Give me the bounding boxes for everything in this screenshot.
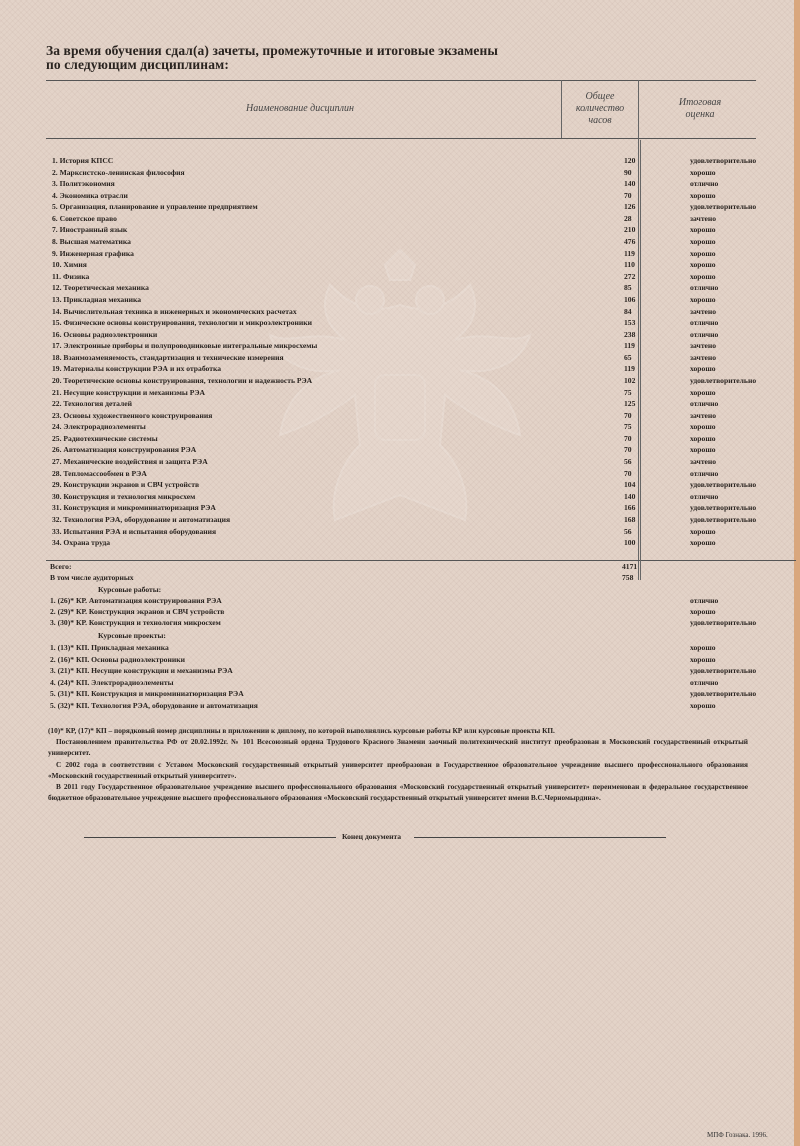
- table-row: 1. История КПСС 120 удовлетворительно: [52, 156, 757, 165]
- table-row: 12. Теоретическая механика 85 отлично: [52, 283, 719, 293]
- table-row: 27. Механические воздействия и защита РЭА 56 зачтено: [52, 457, 717, 467]
- table-row: 30. Конструкция и технология микросхем 140 отлично: [52, 491, 719, 501]
- list-item: 2. (16)* КП. Основы радиоэлектроники: [50, 655, 185, 664]
- table-row: 8. Высшая математика 476 хорошо: [52, 237, 716, 247]
- list-item: 3. (21)* КП. Несущие конструкции и механизмы РЭА: [50, 666, 233, 675]
- printer-imprint: МПФ Гознака. 1996.: [707, 1131, 768, 1139]
- header-total-hours: Общее количество часов: [575, 91, 625, 126]
- list-item-grade: удовлетворительно: [690, 689, 757, 698]
- list-item-grade: хорошо: [690, 701, 716, 710]
- table-row: 13. Прикладная механика 106 хорошо: [52, 294, 716, 304]
- list-item: 5. (31)* КП. Конструкция и микроминиатюризация РЭА: [50, 689, 244, 698]
- list-item: 4. (24)* КП. Электрорадиоэлементы: [50, 678, 174, 687]
- list-item-grade: удовлетворительно: [690, 618, 757, 627]
- table-row: 9. Инженерная графика 119 хорошо: [52, 248, 716, 258]
- table-row: 15. Физические основы конструирования, технологии и микроэлектроники 153 отлично: [52, 318, 719, 328]
- table-row: 6. Советское право 28 зачтено: [52, 213, 717, 223]
- footnote-2002: С 2002 года в соответствии с Уставом Московский государственный открытый университет преобразован в Государственное образовательное учреждение высшего профессионального образования «Московский государственный открытый университет».: [48, 760, 748, 780]
- list-item-grade: отлично: [690, 596, 719, 605]
- header-final-grade: Итоговая оценка: [678, 97, 722, 120]
- table-row: 17. Электронные приборы и полупроводниковые интегральные микросхемы 119 зачтено: [52, 341, 717, 351]
- column-divider-hours: [561, 80, 562, 138]
- header-discipline-name: Наименование дисциплин: [246, 103, 354, 114]
- table-row: 22. Технология деталей 125 отлично: [52, 399, 719, 409]
- list-item-grade: хорошо: [690, 607, 716, 616]
- table-row: 2. Марксистско-ленинская философия 90 хорошо: [52, 167, 716, 177]
- list-item: 5. (32)* КП. Технология РЭА, оборудование и автоматизация: [50, 701, 258, 710]
- list-item: 2. (29)* КР. Конструкция экранов и СВЧ устройств: [50, 607, 225, 616]
- table-row: 32. Технология РЭА, оборудование и автоматизация 168 удовлетворительно: [52, 514, 757, 524]
- list-item-grade: хорошо: [690, 643, 716, 652]
- end-rule-right: [414, 837, 666, 838]
- table-row: 10. Химия 110 хорошо: [52, 260, 716, 270]
- projects-title: Курсовые проекты:: [98, 631, 166, 640]
- list-item-grade: хорошо: [690, 655, 716, 664]
- classroom-hours: 758: [622, 573, 634, 582]
- list-item: 1. (26)* КР. Автоматизация конструирования РЭА: [50, 596, 222, 605]
- table-row: 14. Вычислительная техника в инженерных и экономических расчетах 84 зачтено: [52, 306, 717, 316]
- coursework-title: Курсовые работы:: [98, 585, 162, 594]
- table-row: 29. Конструкции экранов и СВЧ устройств 104 удовлетворительно: [52, 480, 757, 490]
- table-header-rule: [46, 138, 756, 139]
- disciplines-list: [0, 155, 800, 549]
- table-row: 19. Материалы конструкции РЭА и их отработка 119 хорошо: [52, 364, 716, 374]
- footnote-numbering: (10)* КР, (17)* КП – порядковый номер дисциплины в приложении к диплому, по которой выполнялись курсовые работы КР или курсовые проекты КП.: [48, 726, 555, 735]
- heading-line-2: по следующим дисциплинам:: [46, 57, 229, 72]
- table-row: 26. Автоматизация конструирования РЭА 70 хорошо: [52, 445, 716, 455]
- end-rule-left: [84, 837, 336, 838]
- table-row: 7. Иностранный язык 210 хорошо: [52, 225, 716, 235]
- list-item-grade: отлично: [690, 678, 719, 687]
- heading-line-1: За время обучения сдал(а) зачеты, промежуточные и итоговые экзамены: [46, 43, 499, 58]
- footnote-decree-1992: Постановлением правительства РФ от 20.02.1992г. № 101 Всесоюзный ордена Трудового Красного Знамени заочный политехнический институт преобразован в Московский государственный открытый университет.: [48, 737, 748, 757]
- table-row: 5. Организация, планирование и управление предприятием 126 удовлетворительно: [52, 202, 757, 212]
- table-row: 3. Политэкономия 140 отлично: [52, 179, 719, 189]
- table-row: 28. Тепломассообмен в РЭА 70 отлично: [52, 468, 719, 478]
- table-row: 18. Взаимозаменяемость, стандартизация и технические измерения 65 зачтено: [52, 352, 717, 362]
- table-row: 11. Физика 272 хорошо: [52, 271, 716, 281]
- table-row: 34. Охрана труда 100 хорошо: [52, 538, 716, 548]
- end-of-document-text: Конец документа: [342, 832, 402, 841]
- list-item: 3. (30)* КР. Конструкция и технология микросхем: [50, 618, 221, 627]
- table-row: 33. Испытания РЭА и испытания оборудования 56 хорошо: [52, 526, 716, 536]
- list-item-grade: удовлетворительно: [690, 666, 757, 675]
- table-row: 23. Основы художественного конструирования 70 зачтено: [52, 410, 717, 420]
- total-label: Всего:: [50, 562, 72, 571]
- footnote-2011: В 2011 году Государственное образовательное учреждение высшего профессионального образования «Московский государственный открытый университет» переименован в федеральное государственное бюджетное образовательное учреждение высшего профессионального образования «Московский государственный открытый университет имени В.С.Черномырдина».: [48, 782, 748, 802]
- table-row: 20. Теоретические основы конструирования, технологии и надежность РЭА 102 удовлетворительно: [52, 375, 757, 385]
- page-heading: [46, 44, 498, 72]
- table-row: 31. Конструкция и микроминиатюризация РЭА 166 удовлетворительно: [52, 503, 757, 513]
- total-hours: 4171: [622, 562, 638, 571]
- table-top-rule: [46, 80, 756, 81]
- list-item: 1. (13)* КП. Прикладная механика: [50, 643, 169, 652]
- classroom-label: В том числе аудиторных: [50, 573, 134, 582]
- end-of-document-marker: [84, 831, 666, 843]
- table-row: 24. Электрорадиоэлементы 75 хорошо: [52, 422, 716, 432]
- table-row: 4. Экономика отрасли 70 хорошо: [52, 190, 716, 200]
- table-row: 21. Несущие конструкции и механизмы РЭА 75 хорошо: [52, 387, 716, 397]
- table-row: 16. Основы радиоэлектроники 238 отлично: [52, 329, 719, 339]
- table-row: 25. Радиотехнические системы 70 хорошо: [52, 433, 716, 443]
- totals-rule: [46, 560, 796, 561]
